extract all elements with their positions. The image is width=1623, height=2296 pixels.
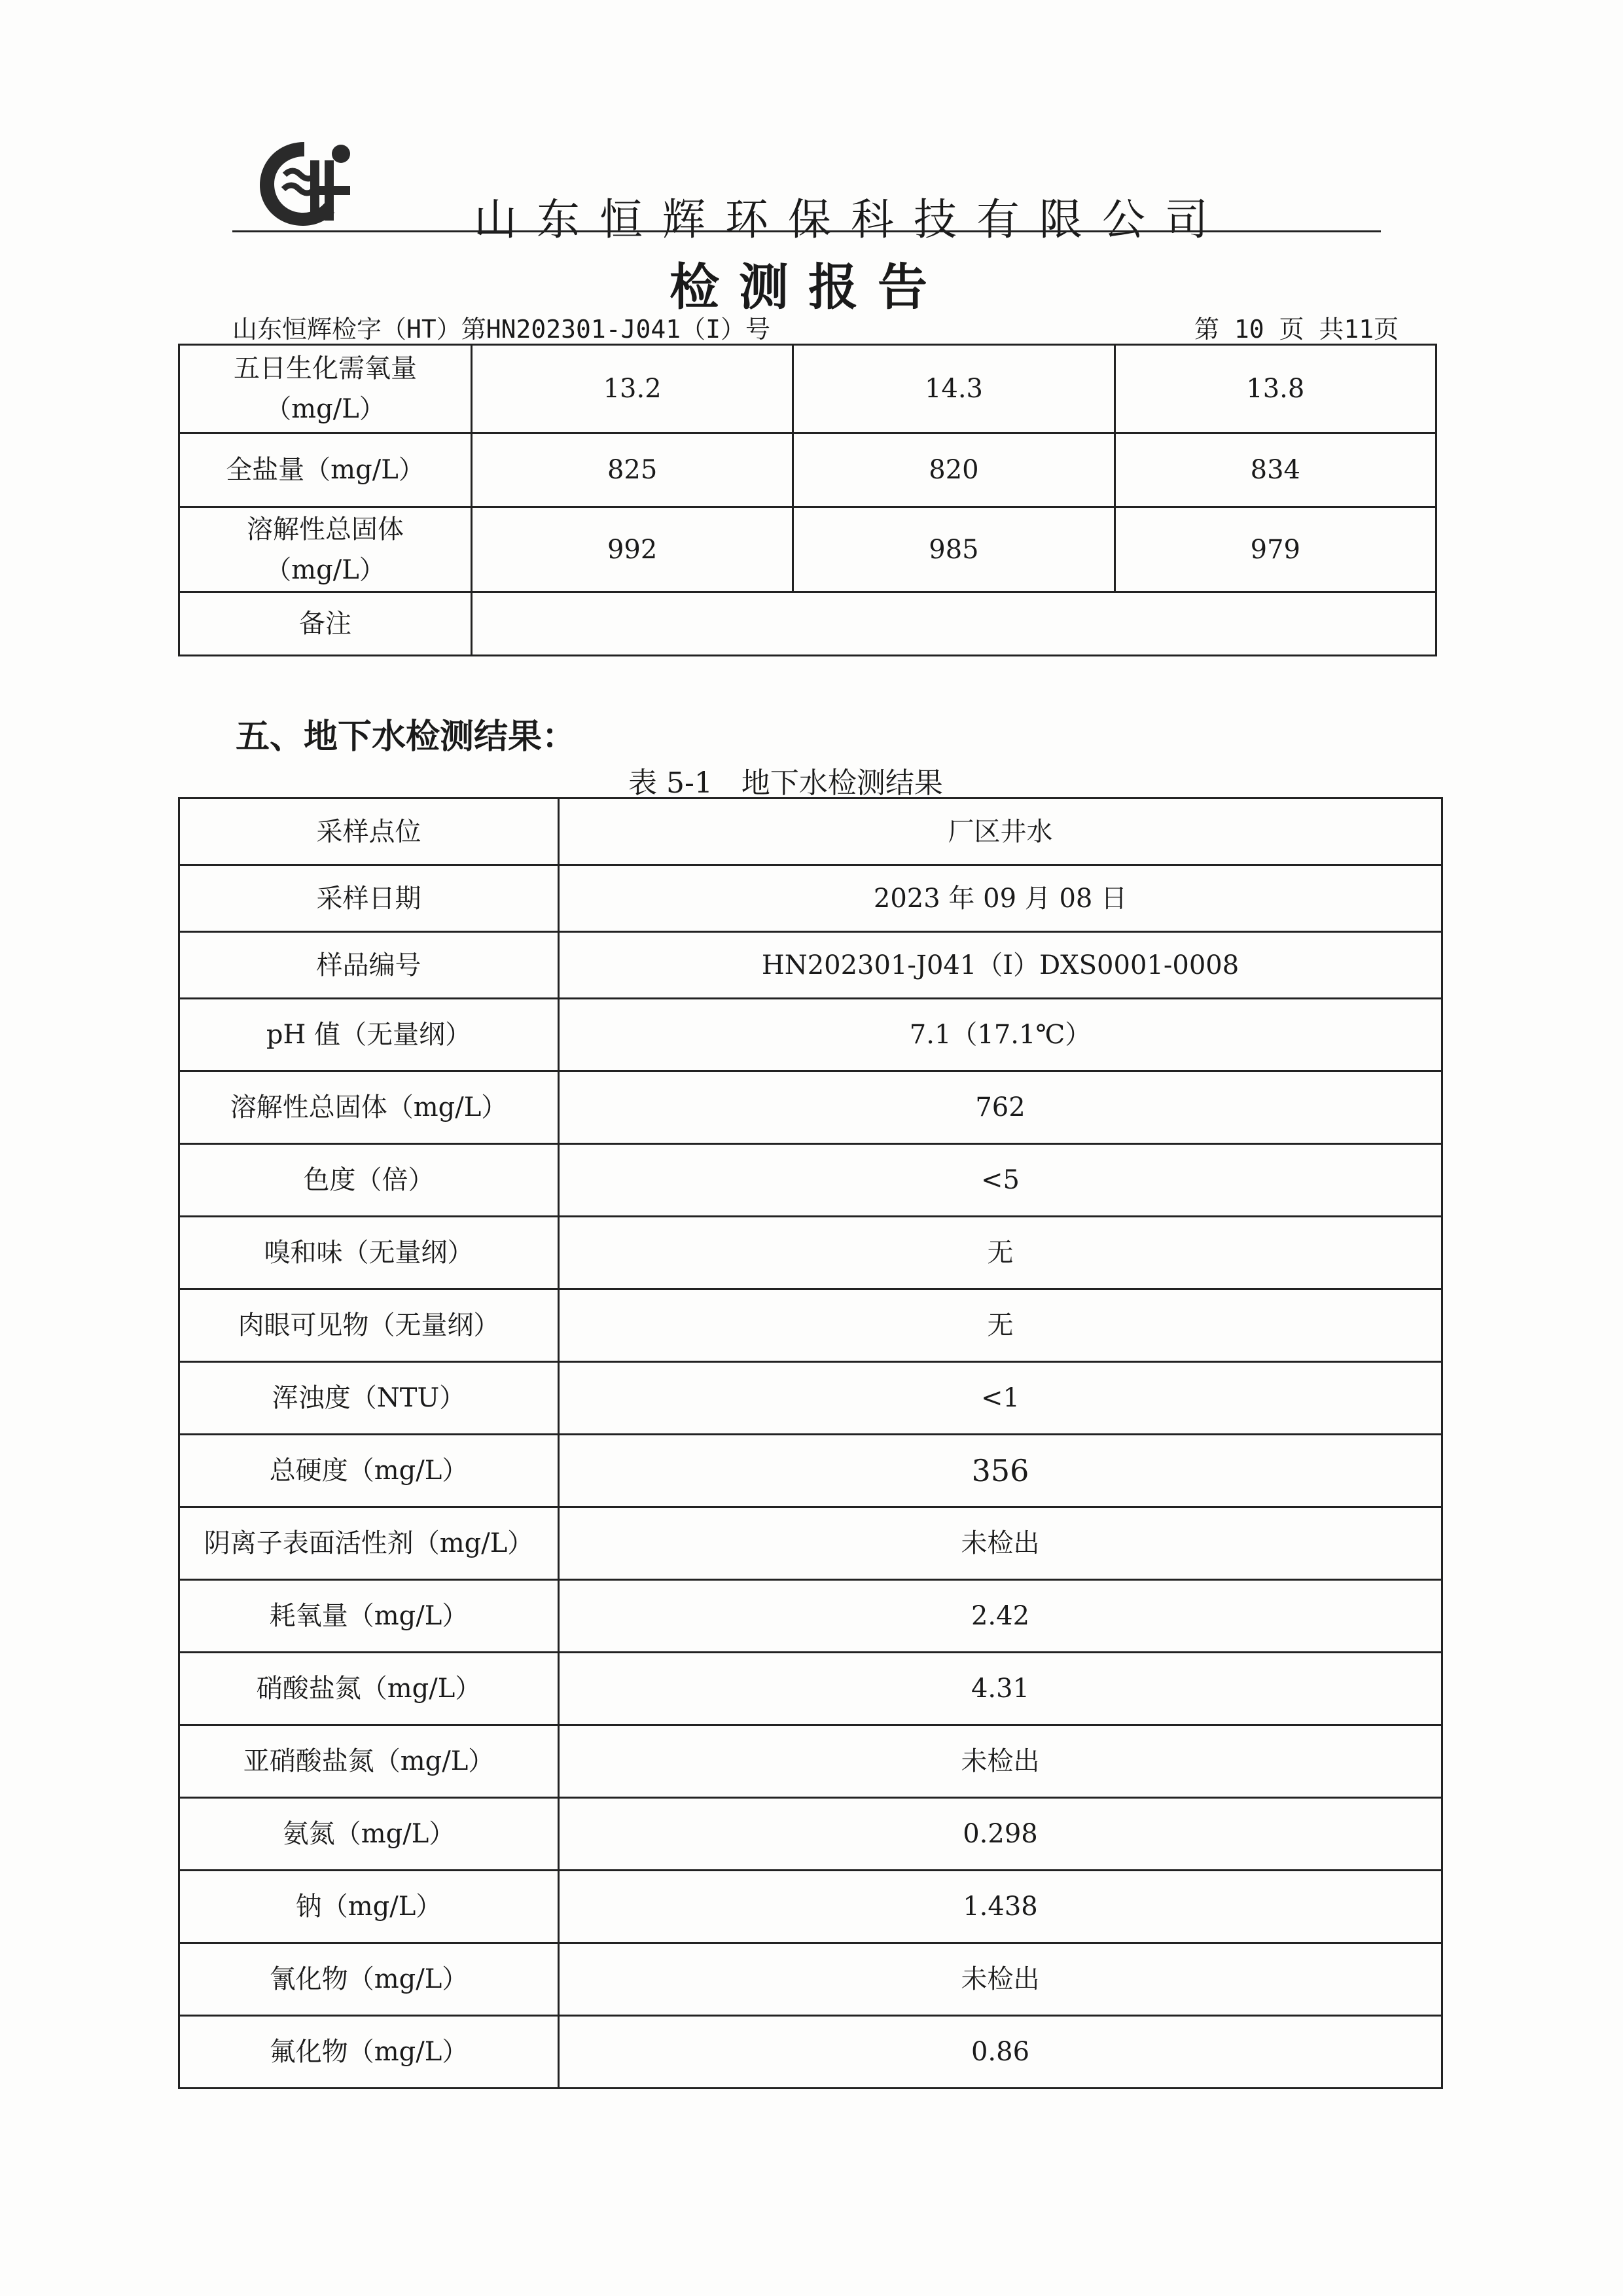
row-label: 浑浊度（NTU） [179,1362,559,1435]
cell-value: 820 [793,433,1115,507]
company-name: 山东恒辉环保科技有限公司 [474,194,1228,245]
row-label: 备注 [179,592,472,656]
row-label: 氨氮（mg/L） [179,1798,559,1871]
row-label: 色度（倍） [179,1144,559,1217]
remarks-cell [471,592,1436,656]
cell-value: 0.298 [559,1798,1442,1871]
row-label: 氰化物（mg/L） [179,1943,559,2016]
table-row [179,1653,1442,1725]
table-row [179,345,1436,433]
row-label: 溶解性总固体 （mg/L） [179,507,472,592]
table-row [179,1217,1442,1289]
cell-value: 无 [559,1289,1442,1362]
cell-value: 未检出 [559,1943,1442,2016]
page-info: 第 10 页 共11页 [1194,315,1399,344]
cell-value: 14.3 [793,345,1115,433]
cell-value: 13.8 [1115,345,1436,433]
row-label: 采样日期 [179,865,559,932]
cell-value: 2023 年 09 月 08 日 [559,865,1442,932]
row-label: 肉眼可见物（无量纲） [179,1289,559,1362]
report-number: 山东恒辉检字（HT）第HN202301-J041（I）号 [232,315,771,344]
table-row [179,865,1442,932]
cell-value: HN202301-J041（I）DXS0001-0008 [559,932,1442,999]
table-row [179,1362,1442,1435]
cell-value: 992 [471,507,793,592]
table-row [179,932,1442,999]
cell-value: 2.42 [559,1580,1442,1653]
table-row [179,1871,1442,1943]
cell-value: 无 [559,1217,1442,1289]
cell-value: 厂区井水 [559,798,1442,865]
cell-value: 762 [559,1071,1442,1144]
cell-value: 4.31 [559,1653,1442,1725]
cell-value: 979 [1115,507,1436,592]
table-row [179,1144,1442,1217]
row-label: 钠（mg/L） [179,1871,559,1943]
row-label: 硝酸盐氮（mg/L） [179,1653,559,1725]
row-label: 嗅和味（无量纲） [179,1217,559,1289]
table-caption: 表 5-1 地下水检测结果 [628,766,943,800]
cell-value: 985 [793,507,1115,592]
table-row [179,507,1436,592]
cell-value: 825 [471,433,793,507]
cell-value: 未检出 [559,1507,1442,1580]
cell-value: 1.438 [559,1871,1442,1943]
table-row [179,1725,1442,1798]
company-logo-icon [252,134,357,232]
table-row [179,1071,1442,1144]
table-row [179,1798,1442,1871]
table-row [179,798,1442,865]
row-label: 五日生化需氧量 （mg/L） [179,345,472,433]
header-divider [232,230,1381,232]
continued-results-table [178,344,1437,656]
report-title: 检测报告 [669,258,947,316]
table-row [179,2016,1442,2089]
table-row [179,1507,1442,1580]
row-label: 阴离子表面活性剂（mg/L） [179,1507,559,1580]
section-heading: 五、地下水检测结果： [236,717,577,757]
row-label: 采样点位 [179,798,559,865]
row-label: 亚硝酸盐氮（mg/L） [179,1725,559,1798]
row-label: 全盐量（mg/L） [179,433,472,507]
cell-value: 834 [1115,433,1436,507]
cell-value: 13.2 [471,345,793,433]
cell-value: 356 [559,1435,1442,1507]
table-row [179,999,1442,1071]
table-row [179,433,1436,507]
cell-value: <1 [559,1362,1442,1435]
table-row [179,1289,1442,1362]
cell-value: 0.86 [559,2016,1442,2089]
table-row [179,1435,1442,1507]
row-label: pH 值（无量纲） [179,999,559,1071]
row-label: 氟化物（mg/L） [179,2016,559,2089]
row-label: 耗氧量（mg/L） [179,1580,559,1653]
table-row [179,1580,1442,1653]
groundwater-results-table [178,797,1443,2089]
row-label: 溶解性总固体（mg/L） [179,1071,559,1144]
cell-value: 7.1（17.1℃） [559,999,1442,1071]
table-row [179,592,1436,656]
row-label: 总硬度（mg/L） [179,1435,559,1507]
row-label: 样品编号 [179,932,559,999]
table-row [179,1943,1442,2016]
cell-value: <5 [559,1144,1442,1217]
cell-value: 未检出 [559,1725,1442,1798]
